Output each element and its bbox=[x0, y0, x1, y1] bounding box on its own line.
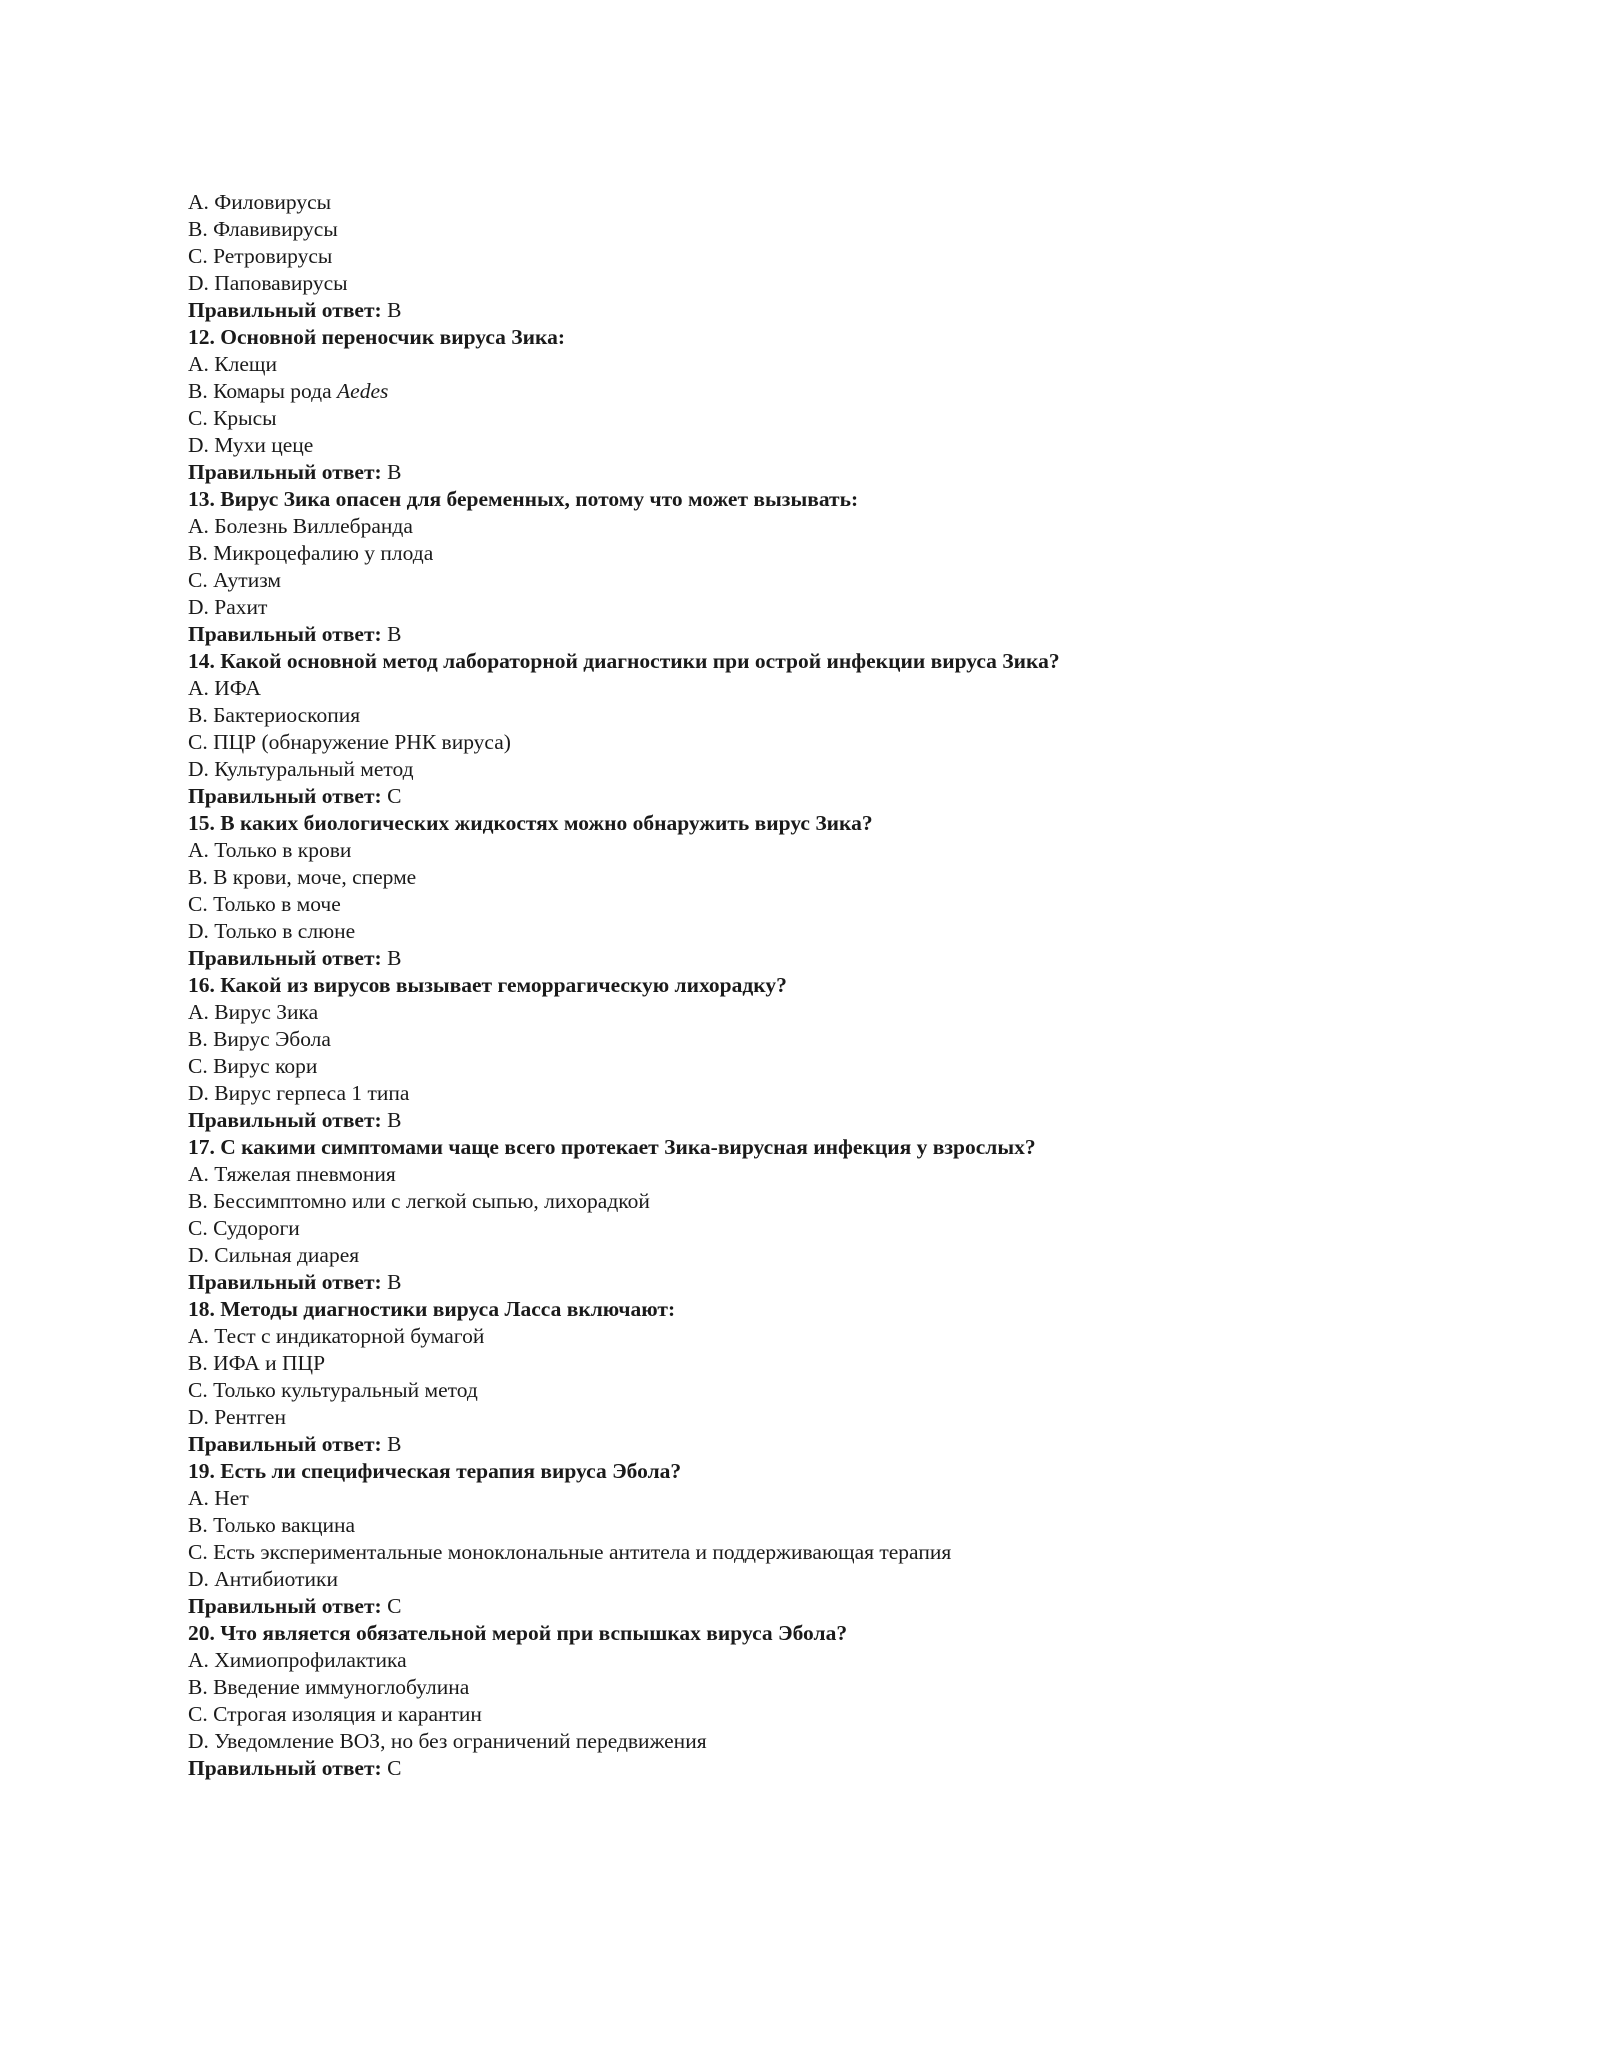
answer-option bbox=[188, 864, 1488, 891]
option-text: A. Тяжелая пневмония bbox=[188, 1162, 396, 1186]
option-text: A. Болезнь Виллебранда bbox=[188, 514, 413, 538]
option-text: C. Есть экспериментальные моноклональные антитела и поддерживающая терапия bbox=[188, 1540, 952, 1564]
correct-answer-value: B bbox=[387, 1108, 402, 1132]
answer-option bbox=[188, 918, 1488, 945]
option-text: B. Комары рода bbox=[188, 379, 338, 403]
correct-answer bbox=[188, 459, 1488, 486]
correct-answer bbox=[188, 1431, 1488, 1458]
correct-answer-label: Правильный ответ: bbox=[188, 946, 382, 970]
correct-answer bbox=[188, 783, 1488, 810]
answer-option bbox=[188, 351, 1488, 378]
question-text: 16. Какой из вирусов вызывает геморрагическую лихорадку? bbox=[188, 973, 787, 997]
correct-answer-label: Правильный ответ: bbox=[188, 1108, 382, 1132]
answer-option bbox=[188, 1728, 1488, 1755]
answer-option bbox=[188, 702, 1488, 729]
option-text: C. Судороги bbox=[188, 1216, 300, 1240]
answer-option bbox=[188, 1215, 1488, 1242]
option-text: B. Бессимптомно или с легкой сыпью, лихорадкой bbox=[188, 1189, 650, 1213]
answer-option bbox=[188, 1674, 1488, 1701]
correct-answer-value: C bbox=[387, 784, 402, 808]
correct-answer-label: Правильный ответ: bbox=[188, 1270, 382, 1294]
answer-option bbox=[188, 1161, 1488, 1188]
answer-option bbox=[188, 999, 1488, 1026]
option-italic-text: Aedes bbox=[337, 379, 389, 403]
answer-option bbox=[188, 1080, 1488, 1107]
question-block bbox=[188, 486, 1488, 648]
answer-option bbox=[188, 1053, 1488, 1080]
option-text: B. Бактериоскопия bbox=[188, 703, 361, 727]
option-text: B. ИФА и ПЦР bbox=[188, 1351, 326, 1375]
answer-option bbox=[188, 1485, 1488, 1512]
answer-option bbox=[188, 432, 1488, 459]
answer-option bbox=[188, 891, 1488, 918]
option-text: B. В крови, моче, сперме bbox=[188, 865, 417, 889]
correct-answer-value: B bbox=[387, 1270, 402, 1294]
option-text: D. Рахит bbox=[188, 595, 268, 619]
lead-question-block bbox=[188, 189, 1488, 324]
question-block bbox=[188, 972, 1488, 1134]
document-page bbox=[188, 189, 1488, 1782]
correct-answer bbox=[188, 1269, 1488, 1296]
option-text: D. Культуральный метод bbox=[188, 757, 414, 781]
answer-option bbox=[188, 1377, 1488, 1404]
question-text: 15. В каких биологических жидкостях можно обнаружить вирус Зика? bbox=[188, 811, 873, 835]
option-text: A. Клещи bbox=[188, 352, 277, 376]
answer-option bbox=[188, 1647, 1488, 1674]
answer-option: B. Флавивирусы bbox=[188, 217, 338, 241]
question-list bbox=[188, 324, 1488, 1782]
option-text: C. Только культуральный метод bbox=[188, 1378, 478, 1402]
option-text: D. Сильная диарея bbox=[188, 1243, 360, 1267]
answer-option bbox=[188, 405, 1488, 432]
answer-option bbox=[188, 729, 1488, 756]
option-text: C. Вирус кори bbox=[188, 1054, 318, 1078]
option-text: D. Антибиотики bbox=[188, 1567, 338, 1591]
answer-option bbox=[188, 1539, 1488, 1566]
correct-answer bbox=[188, 1755, 1488, 1782]
answer-option bbox=[188, 513, 1488, 540]
correct-answer-value: B bbox=[387, 298, 402, 322]
correct-answer-label: Правильный ответ: bbox=[188, 460, 382, 484]
correct-answer-value: B bbox=[387, 1432, 402, 1456]
answer-option: C. Ретровирусы bbox=[188, 244, 333, 268]
option-text: C. ПЦР (обнаружение РНК вируса) bbox=[188, 730, 511, 754]
answer-option bbox=[188, 1323, 1488, 1350]
question-text: 17. С какими симптомами чаще всего протекает Зика-вирусная инфекция у взрослых? bbox=[188, 1135, 1036, 1159]
correct-answer bbox=[188, 621, 1488, 648]
question-block bbox=[188, 648, 1488, 810]
answer-option bbox=[188, 756, 1488, 783]
option-text: C. Крысы bbox=[188, 406, 277, 430]
correct-answer bbox=[188, 1107, 1488, 1134]
option-text: C. Аутизм bbox=[188, 568, 281, 592]
question-block bbox=[188, 1134, 1488, 1296]
correct-answer-label: Правильный ответ: bbox=[188, 1432, 382, 1456]
answer-option bbox=[188, 1701, 1488, 1728]
answer-option bbox=[188, 1404, 1488, 1431]
answer-option: A. Филовирусы bbox=[188, 190, 332, 214]
answer-option bbox=[188, 1242, 1488, 1269]
answer-option bbox=[188, 1188, 1488, 1215]
correct-answer-value: B bbox=[387, 946, 402, 970]
answer-option bbox=[188, 1350, 1488, 1377]
option-text: D. Уведомление ВОЗ, но без ограничений передвижения bbox=[188, 1729, 707, 1753]
answer-option bbox=[188, 837, 1488, 864]
question-text: 12. Основной переносчик вируса Зика: bbox=[188, 325, 565, 349]
option-text: D. Вирус герпеса 1 типа bbox=[188, 1081, 410, 1105]
correct-answer-label: Правильный ответ: bbox=[188, 1594, 382, 1618]
correct-answer bbox=[188, 945, 1488, 972]
answer-option bbox=[188, 675, 1488, 702]
answer-option bbox=[188, 1512, 1488, 1539]
option-text: A. Нет bbox=[188, 1486, 249, 1510]
option-text: C. Строгая изоляция и карантин bbox=[188, 1702, 482, 1726]
option-text: A. ИФА bbox=[188, 676, 261, 700]
option-text: B. Введение иммуноглобулина bbox=[188, 1675, 470, 1699]
correct-answer-label: Правильный ответ: bbox=[188, 622, 382, 646]
question-text: 19. Есть ли специфическая терапия вируса Эбола? bbox=[188, 1459, 682, 1483]
answer-option bbox=[188, 567, 1488, 594]
question-block bbox=[188, 324, 1488, 486]
question-block bbox=[188, 810, 1488, 972]
option-text: B. Микроцефалию у плода bbox=[188, 541, 434, 565]
answer-option bbox=[188, 1026, 1488, 1053]
option-text: B. Вирус Эбола bbox=[188, 1027, 331, 1051]
option-text: A. Вирус Зика bbox=[188, 1000, 319, 1024]
option-text: A. Химиопрофилактика bbox=[188, 1648, 407, 1672]
option-text: A. Только в крови bbox=[188, 838, 352, 862]
question-text: 13. Вирус Зика опасен для беременных, потому что может вызывать: bbox=[188, 487, 859, 511]
answer-option bbox=[188, 1566, 1488, 1593]
option-text: B. Только вакцина bbox=[188, 1513, 356, 1537]
question-text: 14. Какой основной метод лабораторной диагностики при острой инфекции вируса Зика? bbox=[188, 649, 1060, 673]
question-block bbox=[188, 1296, 1488, 1458]
option-text: D. Мухи цеце bbox=[188, 433, 314, 457]
option-text: C. Только в моче bbox=[188, 892, 341, 916]
correct-answer-value: C bbox=[387, 1594, 402, 1618]
correct-answer bbox=[188, 297, 1488, 324]
answer-option bbox=[188, 594, 1488, 621]
question-block bbox=[188, 1620, 1488, 1782]
question-text: 20. Что является обязательной мерой при вспышках вируса Эбола? bbox=[188, 1621, 848, 1645]
question-block bbox=[188, 1458, 1488, 1620]
correct-answer-value: C bbox=[387, 1756, 402, 1780]
correct-answer-value: B bbox=[387, 622, 402, 646]
option-text: D. Рентген bbox=[188, 1405, 286, 1429]
correct-answer-value: B bbox=[387, 460, 402, 484]
answer-option bbox=[188, 378, 1488, 405]
answer-option: D. Паповавирусы bbox=[188, 271, 348, 295]
correct-answer-label: Правильный ответ: bbox=[188, 298, 382, 322]
option-text: A. Тест с индикаторной бумагой bbox=[188, 1324, 485, 1348]
option-text: D. Только в слюне bbox=[188, 919, 356, 943]
question-text: 18. Методы диагностики вируса Ласса включают: bbox=[188, 1297, 676, 1321]
correct-answer bbox=[188, 1593, 1488, 1620]
answer-option bbox=[188, 540, 1488, 567]
correct-answer-label: Правильный ответ: bbox=[188, 784, 382, 808]
correct-answer-label: Правильный ответ: bbox=[188, 1756, 382, 1780]
